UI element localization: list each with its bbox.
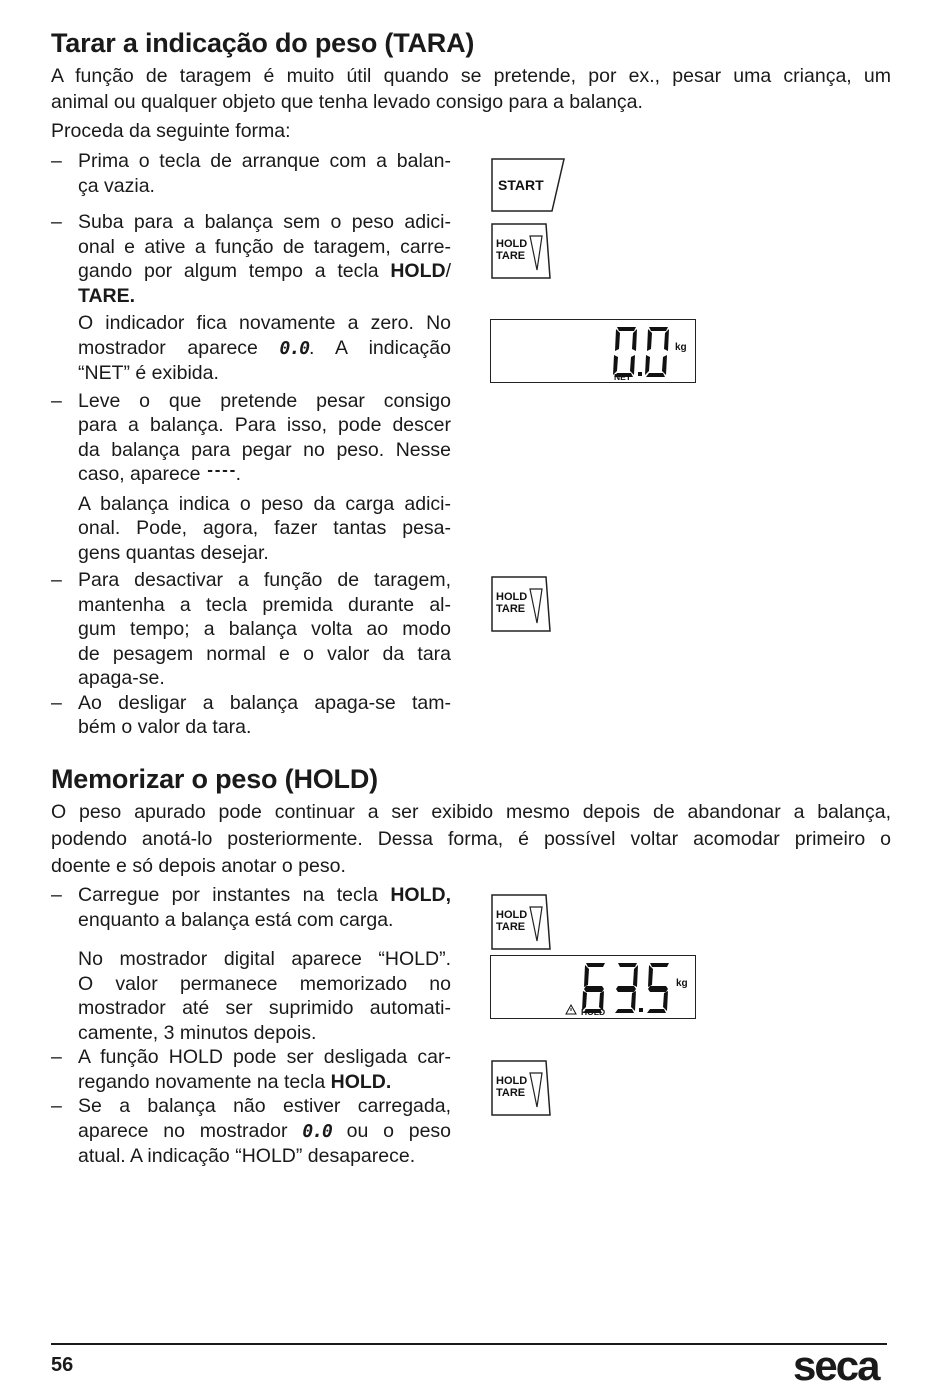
list-item: – Para desactivar a função de taragem, mantenha a tecla premida durante al- gum tempo; a balança volta ao modo de pesagem normal e o valor da tara apaga-se. bbox=[51, 569, 451, 689]
hold-tare-key-icon bbox=[490, 222, 554, 280]
list-item: – A função HOLD pode ser desligada car- regando novamente na tecla HOLD. bbox=[51, 1046, 451, 1093]
seca-logo: seca bbox=[793, 1342, 879, 1389]
svg-text:TARE: TARE bbox=[496, 603, 526, 615]
dashes-display-glyph: ---- bbox=[205, 463, 236, 479]
start-key-icon bbox=[490, 157, 568, 213]
svg-text:HOLD: HOLD bbox=[496, 591, 528, 603]
intro-line: A função de taragem é muito útil quando se pretende, por ex., pesar uma criança, um bbox=[51, 65, 891, 87]
svg-text:NET: NET bbox=[613, 371, 631, 382]
svg-text:HOLD: HOLD bbox=[580, 1006, 605, 1017]
dash-bullet: – bbox=[51, 1046, 62, 1068]
footer-rule bbox=[51, 1343, 887, 1345]
dash-bullet: – bbox=[51, 884, 62, 906]
hold-tare-key-icon bbox=[490, 893, 554, 951]
list-item: – Carregue por instantes na tecla HOLD, enquanto a balança está com carga. No mostrador digital aparece “HOLD”. O valor permanece memorizado no mostrador até ser suprimido automati- camente, 3 minutos depois. bbox=[51, 884, 452, 1044]
list-item: – Suba para a balança sem o peso adici- onal e ative a função de taragem, carre- gando por algum tempo a tecla HOLD/ TARE. O indicador fica novamente a zero. No mostrador aparece 0.0. A indicação “NET” é exibida. bbox=[51, 211, 451, 384]
list-item: – Se a balança não estiver carregada, aparece no mostrador 0.0 ou o peso atual. A indicação “HOLD” desaparece. bbox=[51, 1095, 452, 1167]
dash-bullet: – bbox=[51, 150, 62, 172]
intro-line: podendo anotá-lo posteriormente. Dessa forma, é possível voltar acomodar primeiro o bbox=[51, 828, 891, 850]
svg-text:HOLD: HOLD bbox=[496, 909, 528, 921]
intro-line: animal ou qualquer objeto que tenha levado consigo para a balança. bbox=[51, 91, 643, 113]
svg-text:kg: kg bbox=[674, 341, 687, 353]
dash-bullet: – bbox=[51, 1095, 62, 1117]
hold-tare-key-icon bbox=[490, 575, 554, 633]
tara-steps-list bbox=[51, 149, 451, 740]
list-item: – Prima o tecla de arranque com a balan- ça vazia. bbox=[51, 150, 451, 197]
svg-text:HOLD: HOLD bbox=[496, 1075, 528, 1087]
hold-tare-key-icon bbox=[490, 1059, 554, 1117]
dash-bullet: – bbox=[51, 569, 62, 591]
section-intro-hold bbox=[51, 799, 891, 880]
warning-triangle-icon bbox=[566, 1005, 576, 1014]
svg-text:TARE: TARE bbox=[496, 921, 526, 933]
intro-line: Proceda da seguinte forma: bbox=[51, 120, 291, 142]
svg-text:HOLD: HOLD bbox=[496, 238, 528, 250]
seven-segment-digits bbox=[490, 955, 696, 1019]
svg-text:kg: kg bbox=[675, 977, 688, 989]
list-item: – Ao desligar a balança apaga-se tam- bém o valor da tara. bbox=[51, 691, 451, 738]
section-title-tara: Tarar a indicação do peso (TARA) bbox=[51, 28, 475, 58]
weight-display-net bbox=[490, 319, 696, 383]
svg-text:TARE: TARE bbox=[496, 250, 526, 262]
intro-line: doente e só depois anotar o peso. bbox=[51, 855, 346, 877]
dash-bullet: – bbox=[51, 211, 62, 233]
dash-bullet: – bbox=[51, 691, 62, 714]
dash-bullet: – bbox=[51, 389, 62, 412]
section-intro-tara bbox=[51, 63, 891, 144]
intro-line: O peso apurado pode continuar a ser exibido mesmo depois de abandonar a balança, bbox=[51, 801, 891, 823]
seven-segment-digits bbox=[490, 319, 696, 383]
weight-display-hold bbox=[490, 955, 696, 1019]
zero-display-glyph: 0.0 bbox=[302, 1120, 332, 1142]
svg-text:START: START bbox=[498, 177, 544, 193]
zero-display-glyph: 0.0 bbox=[279, 337, 310, 359]
svg-text:TARE: TARE bbox=[496, 1087, 526, 1099]
page-number: 56 bbox=[51, 1354, 74, 1376]
section-title-hold: Memorizar o peso (HOLD) bbox=[51, 764, 378, 794]
hold-steps-list bbox=[51, 883, 451, 1169]
list-item: – Leve o que pretende pesar consigo para a balança. Para isso, pode descer da balança para pegar no peso. Nesse caso, aparece ----. A balança indica o peso da carga adici- onal. Pode, agora, fazer tantas pesa- gens quantas desejar. bbox=[51, 389, 451, 564]
